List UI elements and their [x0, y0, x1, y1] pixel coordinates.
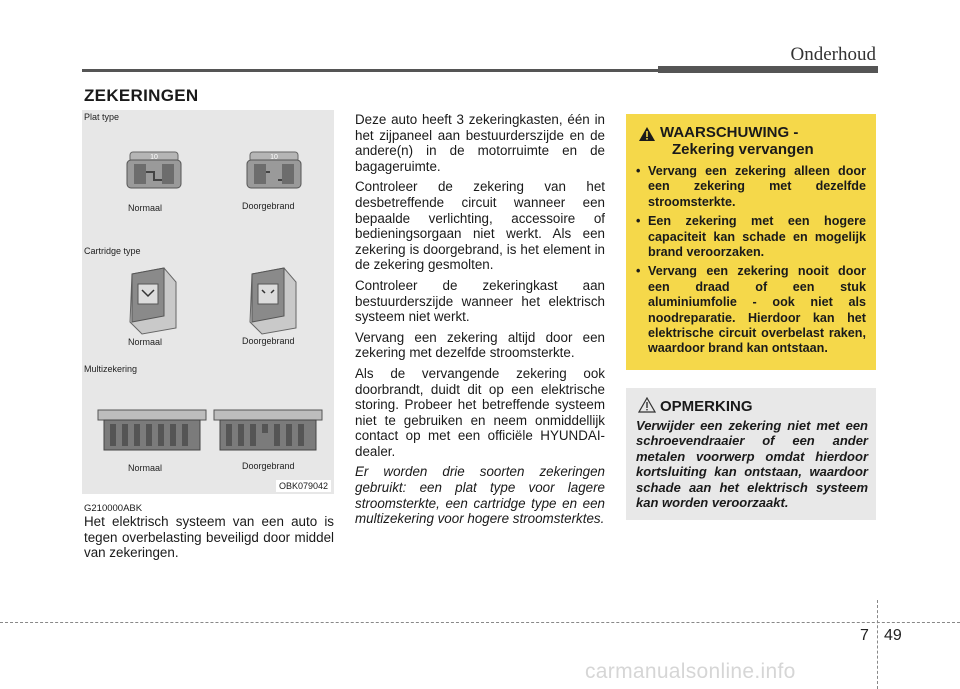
warning-box: [626, 114, 876, 370]
section-title: ZEKERINGEN: [84, 86, 199, 105]
body-paragraph: Controleer de zekering van het desbetreffende circuit wanneer een bepaalde verlichting, accessoire of bedieningsorgaan niet werkt. Als een zekering is doorgebrand, is het element in de zekering gesmolten.: [355, 179, 605, 273]
body-paragraph: Als de vervangende zekering ook doorbrandt, duidt dit op een elektrische storing. Probeer het betreffende systeem niet te gebruiken en neem onmiddellijk contact op met een officiële HYUNDAI-dealer.: [355, 365, 605, 459]
caution-triangle-icon: [638, 397, 656, 418]
doc-code: G210000ABK: [84, 503, 143, 514]
multi-fuse-normal: [96, 406, 208, 461]
fuse-label-normal: Normaal: [128, 337, 163, 347]
svg-text:10: 10: [150, 154, 158, 161]
cartridge-fuse-normal: [122, 266, 182, 341]
body-paragraph: Controleer de zekeringkast aan bestuurderszijde wanneer het elektrisch systeem niet werkt.: [355, 277, 605, 325]
main-text-column: [355, 112, 605, 532]
header-title: Onderhoud: [790, 44, 876, 65]
svg-text:10: 10: [270, 154, 278, 161]
body-paragraph: Deze auto heeft 3 zekeringkasten, één in het zijpaneel aan bestuurderszijde en de andere(n) in de motorruimte en de bagageruimte.: [355, 112, 605, 174]
watermark: carmanualsonline.info: [585, 660, 796, 683]
fuse-label-normal: Normaal: [128, 203, 163, 213]
body-paragraph: Vervang een zekering altijd door een zekering met dezelfde stroomsterkte.: [355, 329, 605, 361]
fuse-label-blown: Doorgebrand: [242, 461, 295, 471]
fuse-label-blown: Doorgebrand: [242, 336, 295, 346]
italic-paragraph: Er worden drie soorten zekeringen gebruikt: een plat type voor lagere stroomsterkte, een cartridge type en een multizekering voor hogere stroomsterktes.: [355, 464, 605, 527]
warning-list: [636, 164, 866, 357]
cartridge-fuse-blown: [242, 266, 302, 341]
figure-group-label: Multizekering: [84, 364, 138, 374]
figure-group-label: Plat type: [84, 112, 120, 122]
warning-item: • Vervang een zekering alleen door een zekering met dezelfde stroomsterkte.: [636, 164, 866, 210]
intro-paragraph: Het elektrisch systeem van een auto is tegen overbelasting beveiligd door middel van zekeringen.: [84, 514, 334, 561]
warning-triangle-icon: [638, 126, 656, 147]
fuse-label-normal: Normaal: [128, 463, 163, 473]
warning-item: • Vervang een zekering nooit door een draad of een stuk aluminiumfolie - ook niet als noodreparatie. Hierdoor kan het elektrische circuit overbelast raken, waardoor brand kan ontstaan.: [636, 264, 866, 356]
blade-fuse-normal: [124, 150, 184, 195]
warning-item: • Een zekering met een hogere capaciteit kan schade en mogelijk brand veroorzaken.: [636, 214, 866, 260]
fuse-figure: [82, 110, 334, 494]
blade-fuse-blown: [244, 150, 304, 195]
multi-fuse-blown: [212, 406, 324, 461]
footer-dashed-divider: [877, 600, 878, 689]
footer-dashed-rule: [0, 622, 960, 623]
warning-title: WAARSCHUWING -: [660, 124, 799, 141]
page-number: 49: [884, 627, 902, 644]
header-rule-accent: [658, 66, 878, 73]
note-text: Verwijder een zekering niet met een schroevendraaier of een ander metalen voorwerp omdat hierdoor kortsluiting kan ontstaan, waardoor schade aan het elektrisch systeem kan worden veroorzaakt.: [636, 418, 868, 511]
figure-group-label: Cartridge type: [84, 246, 141, 256]
figure-code: OBK079042: [276, 480, 331, 492]
warning-subtitle: Zekering vervangen: [672, 141, 814, 158]
note-title: OPMERKING: [660, 398, 753, 415]
chapter-number: 7: [860, 627, 869, 644]
fuse-label-blown: Doorgebrand: [242, 201, 295, 211]
note-box: [626, 388, 876, 520]
